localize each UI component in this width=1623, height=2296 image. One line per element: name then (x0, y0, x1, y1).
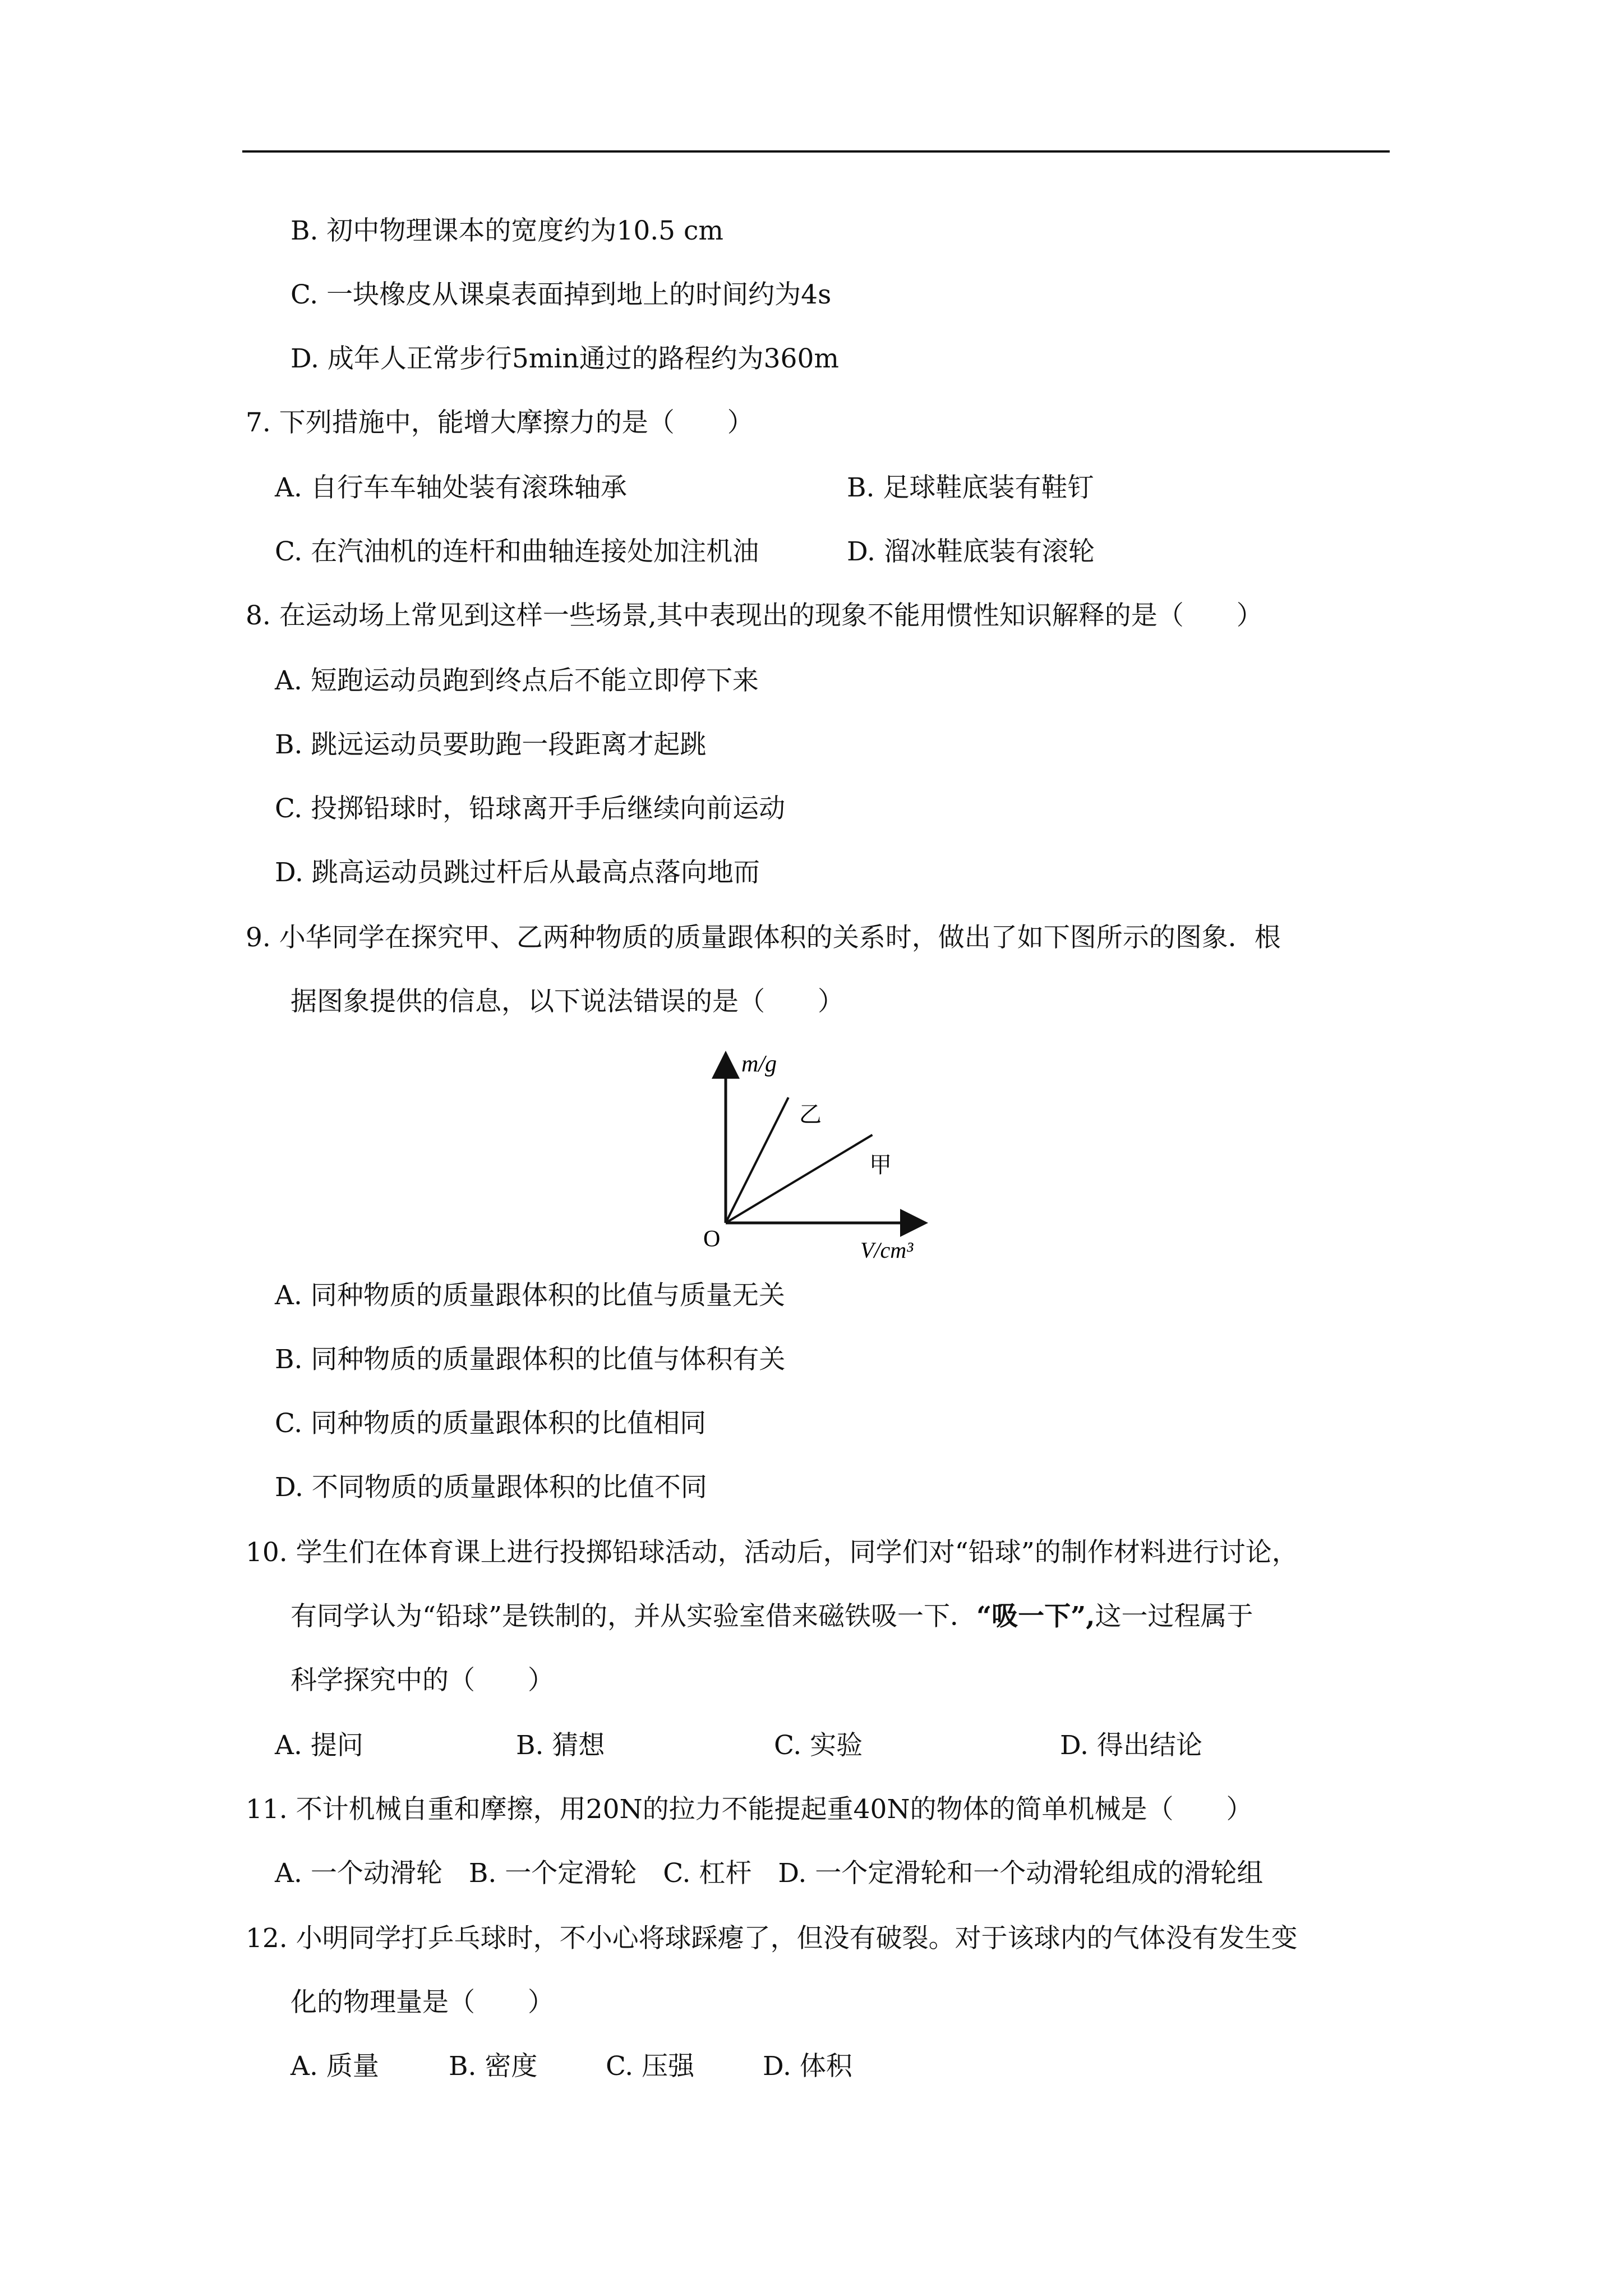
q6-option-c[interactable]: C. 一块橡皮从课桌表面掉到地上的时间约为4s (291, 279, 832, 310)
y-axis-label: m/g (741, 1051, 777, 1077)
q8-option-a[interactable]: A. 短跑运动员跑到终点后不能立即停下来 (275, 665, 759, 696)
q12-option-d[interactable]: D. 体积 (763, 2051, 852, 2082)
q7-option-d[interactable]: D. 溜冰鞋底装有滚轮 (847, 536, 1095, 567)
q9-option-d[interactable]: D. 不同物质的质量跟体积的比值不同 (275, 1472, 707, 1503)
q7-option-b[interactable]: B. 足球鞋底装有鞋钉 (847, 472, 1094, 503)
q6-option-d[interactable]: D. 成年人正常步行5min通过的路程约为360m (291, 343, 839, 374)
q6-option-b[interactable]: B. 初中物理课本的宽度约为10.5 cm (291, 215, 723, 246)
q7-stem: 7. 下列措施中，能增大摩擦力的是（ ） (246, 407, 754, 438)
q12-option-c[interactable]: C. 压强 (606, 2051, 695, 2082)
q10-stem-line3: 科学探究中的（ ） (291, 1665, 554, 1696)
q8-option-d[interactable]: D. 跳高运动员跳过杆后从最高点落向地而 (275, 857, 760, 888)
origin-label: O (703, 1226, 721, 1252)
q9-option-b[interactable]: B. 同种物质的质量跟体积的比值与体积有关 (275, 1344, 786, 1375)
q10-option-c[interactable]: C. 实验 (774, 1730, 863, 1761)
q9-option-a[interactable]: A. 同种物质的质量跟体积的比值与质量无关 (275, 1280, 785, 1311)
q12-stem-line1: 12. 小明同学打乒乓球时，不小心将球踩瘪了，但没有破裂。对于该球内的气体没有发生变 (246, 1923, 1298, 1954)
q8-stem: 8. 在运动场上常见到这样一些场景,其中表现出的现象不能用惯性知识解释的是（ ） (246, 600, 1263, 631)
q10-stem-line1: 10. 学生们在体育课上进行投掷铅球活动，活动后，同学们对“铅球”的制作材料进行讨论， (246, 1537, 1298, 1568)
q7-option-a[interactable]: A. 自行车车轴处装有滚珠轴承 (275, 472, 627, 503)
q9-option-c[interactable]: C. 同种物质的质量跟体积的比值相同 (275, 1408, 707, 1439)
mass-volume-chart (690, 1038, 1004, 1279)
q12-option-a[interactable]: A. 质量 (291, 2051, 379, 2082)
q9-stem-line2: 据图象提供的信息，以下说法错误的是（ ） (291, 986, 844, 1017)
header-rule (242, 150, 1390, 153)
q10-stem-line2-post: 这一过程属于 (1095, 1601, 1253, 1632)
q8-option-c[interactable]: C. 投掷铅球时，铅球离开手后继续向前运动 (275, 793, 786, 824)
q8-option-b[interactable]: B. 跳远运动员要助跑一段距离才起跳 (275, 729, 707, 760)
series-label-yi: 乙 (799, 1102, 822, 1127)
q12-option-b[interactable]: B. 密度 (449, 2051, 538, 2082)
q7-option-c[interactable]: C. 在汽油机的连杆和曲轴连接处加注机油 (275, 536, 759, 567)
q11-stem: 11. 不计机械自重和摩擦，用20N的拉力不能提起重40N的物体的简单机械是（ ） (246, 1794, 1253, 1825)
q10-stem-line2-bold: “吸一下”, (976, 1601, 1095, 1632)
q11-options[interactable]: A. 一个动滑轮 B. 一个定滑轮 C. 杠杆 D. 一个定滑轮和一个动滑轮组成的滑轮组 (275, 1858, 1264, 1889)
q10-option-a[interactable]: A. 提问 (275, 1730, 363, 1761)
x-axis-label: V/cm³ (860, 1237, 914, 1263)
q10-stem-line2 (291, 1600, 1253, 1634)
q10-option-b[interactable]: B. 猜想 (516, 1730, 605, 1761)
q10-stem-line2-pre: 有同学认为“铅球”是铁制的，并从实验室借来磁铁吸一下． (291, 1601, 977, 1632)
q9-stem-line1: 9. 小华同学在探究甲、乙两种物质的质量跟体积的关系时，做出了如下图所示的图象．根 (246, 922, 1281, 953)
q12-stem-line2: 化的物理量是（ ） (291, 1987, 554, 2018)
q10-option-d[interactable]: D. 得出结论 (1060, 1730, 1202, 1761)
series-label-jia: 甲 (869, 1152, 892, 1177)
